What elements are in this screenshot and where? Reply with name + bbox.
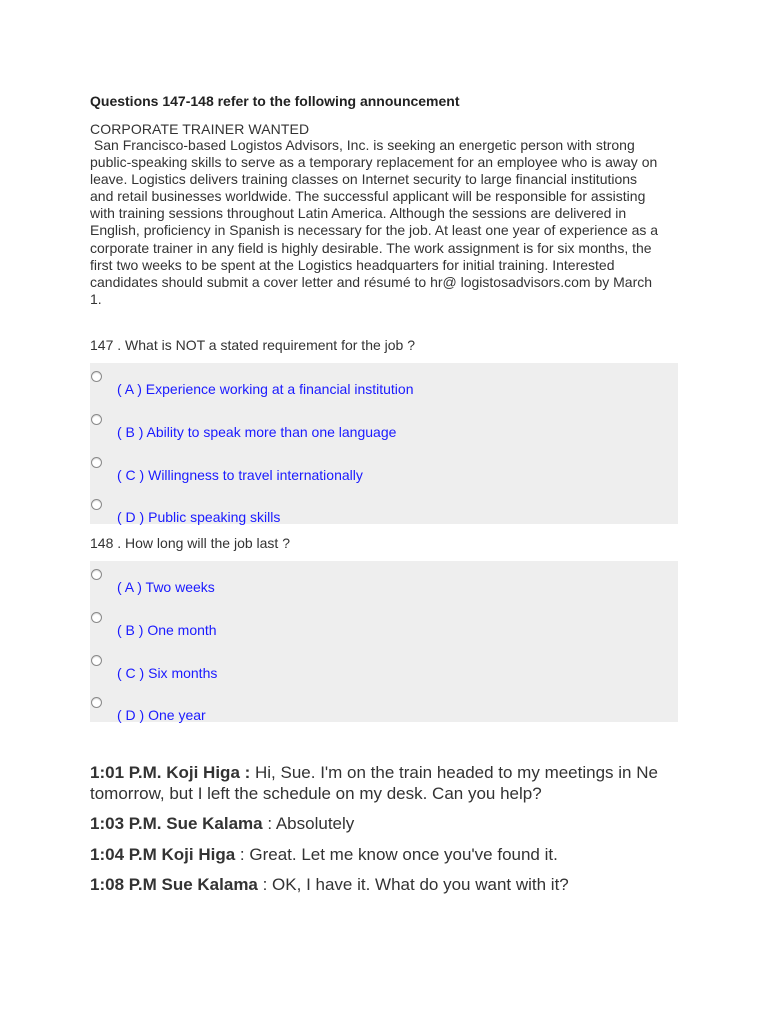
chat-meta: 1:04 P.M Koji Higa — [90, 845, 236, 864]
option-label: ( C ) Six months — [117, 665, 218, 681]
option-label: ( B ) One month — [117, 622, 217, 638]
chat-meta: 1:01 P.M. Koji Higa : — [90, 763, 251, 782]
option-label: ( D ) One year — [117, 707, 206, 723]
chat-text: Hi, Sue. I'm on the train headed to my meetings in Ne tomorrow, but I left the schedule on my desk. Can you help? — [90, 763, 658, 803]
option-147-d[interactable] — [90, 493, 678, 535]
options-148 — [90, 561, 678, 722]
option-147-c[interactable] — [90, 451, 678, 493]
chat-message — [90, 844, 680, 865]
option-148-b[interactable] — [90, 606, 678, 648]
announcement-body: San Francisco-based Logistos Advisors, Inc. is seeking an energetic person with strong public-speaking skills to serve as a temporary replacement for an employee who is away on leave. Logistics delivers training classes on Internet security to large financial institutions and retail businesses worldwide. The successful applicant will be responsible for assisting with training sessions throughout Latin America. Although the sessions are delivered in English, proficiency in Spanish is necessary for the job. At least one year of experience as a corporate trainer in any field is highly desirable. The work assignment is for six months, the first two weeks to be spent at the Logistics headquarters for initial training. Interested candidates should submit a cover letter and résumé to hr@ logistosadvisors.com by March 1. — [90, 137, 659, 307]
radio-button-icon[interactable] — [91, 371, 102, 382]
radio-button-icon[interactable] — [91, 612, 102, 623]
chat-message — [90, 874, 680, 895]
radio-button-icon[interactable] — [91, 655, 102, 666]
option-label: ( C ) Willingness to travel internationally — [117, 467, 363, 483]
option-147-b[interactable] — [90, 408, 678, 450]
chat-message — [90, 762, 680, 804]
options-147 — [90, 363, 678, 524]
option-label: ( D ) Public speaking skills — [117, 509, 281, 525]
chat-message — [90, 813, 680, 834]
option-148-a[interactable] — [90, 563, 678, 605]
chat-meta: 1:08 P.M Sue Kalama — [90, 875, 258, 894]
option-label: ( B ) Ability to speak more than one language — [117, 424, 397, 440]
chat-text: : Absolutely — [262, 814, 355, 833]
option-147-a[interactable] — [90, 365, 678, 407]
option-148-d[interactable] — [90, 691, 678, 733]
radio-button-icon[interactable] — [91, 499, 102, 510]
question-148: 148 . How long will the job last ? — [90, 535, 290, 551]
section-heading: Questions 147-148 refer to the following announcement — [90, 93, 460, 109]
chat-text: : OK, I have it. What do you want with it? — [257, 875, 569, 894]
question-147: 147 . What is NOT a stated requirement for the job ? — [90, 337, 416, 353]
option-148-c[interactable] — [90, 649, 678, 691]
chat-meta: 1:03 P.M. Sue Kalama — [90, 814, 263, 833]
radio-button-icon[interactable] — [91, 414, 102, 425]
option-label: ( A ) Two weeks — [117, 579, 215, 595]
radio-button-icon[interactable] — [91, 569, 102, 580]
chat-text: : Great. Let me know once you've found it. — [235, 845, 558, 864]
announcement-title: CORPORATE TRAINER WANTED — [90, 121, 310, 137]
radio-button-icon[interactable] — [91, 697, 102, 708]
option-label: ( A ) Experience working at a financial institution — [117, 381, 414, 397]
radio-button-icon[interactable] — [91, 457, 102, 468]
